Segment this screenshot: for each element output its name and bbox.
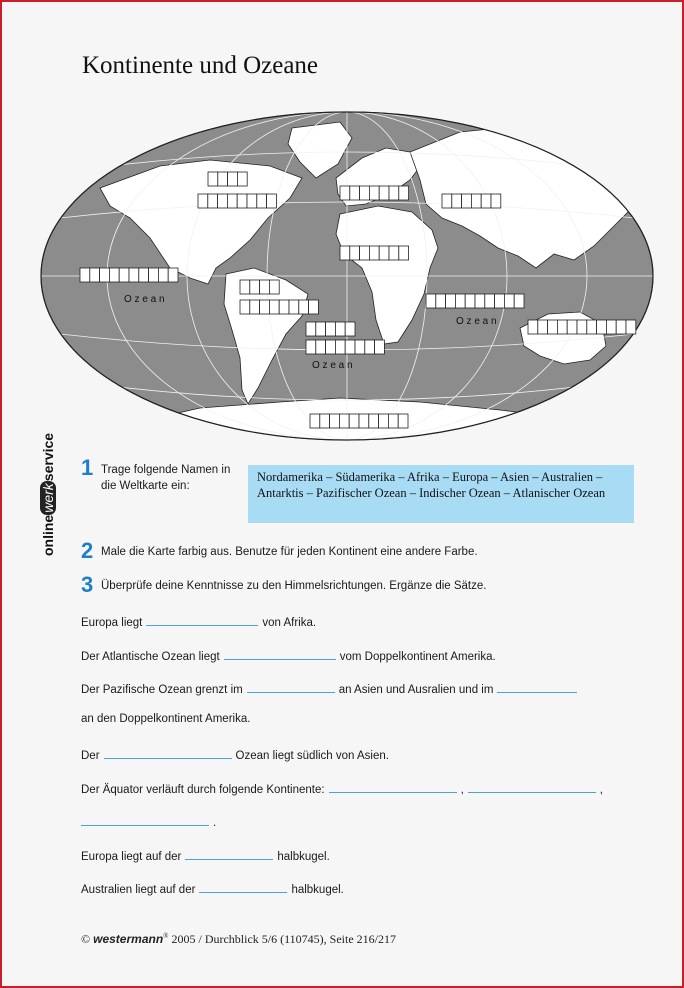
sidebar-text-mid: werk xyxy=(40,483,56,513)
ocean-label-1: O z e a n xyxy=(124,294,165,305)
label-box-cell[interactable] xyxy=(606,320,616,334)
label-box-cell[interactable] xyxy=(316,322,326,336)
label-box-cell[interactable] xyxy=(388,414,398,428)
sentence-9-start: Australien liegt auf der xyxy=(81,884,196,896)
sentence-6 xyxy=(81,780,603,796)
label-box-cell[interactable] xyxy=(198,194,208,208)
label-box-cell[interactable] xyxy=(452,194,462,208)
sidebar-text-pre: online xyxy=(40,514,56,556)
copyright-symbol: © xyxy=(81,932,91,946)
blank-7[interactable] xyxy=(81,813,209,826)
sentence-7 xyxy=(81,813,216,829)
sentence-5 xyxy=(81,746,389,762)
label-box-cell[interactable] xyxy=(100,268,110,282)
label-box-cell[interactable] xyxy=(218,194,228,208)
label-box-cell[interactable] xyxy=(240,280,250,294)
sentence-4: an den Doppelkontinent Amerika. xyxy=(81,713,251,725)
label-box-cell[interactable] xyxy=(465,294,475,308)
ocean-label-3: O z e a n xyxy=(312,360,353,371)
footer-citation: 2005 / Durchblick 5/6 (110745), Seite 216/217 xyxy=(171,932,397,946)
label-box-cell[interactable] xyxy=(335,322,345,336)
sentence-5-start: Der xyxy=(81,750,100,762)
label-box-cell[interactable] xyxy=(345,322,355,336)
label-box-cell[interactable] xyxy=(299,300,309,314)
task3-text: Überprüfe deine Kenntnisse zu den Himmelsrichtungen. Ergänze die Sätze. xyxy=(101,580,487,592)
label-box-cell[interactable] xyxy=(455,294,465,308)
label-box-cell[interactable] xyxy=(442,194,452,208)
task2-number: 2 xyxy=(81,538,94,563)
sentence-1-end: von Afrika. xyxy=(262,617,317,629)
label-box-cell[interactable] xyxy=(240,300,250,314)
label-box-cell[interactable] xyxy=(345,340,355,354)
label-box-cell[interactable] xyxy=(158,268,168,282)
label-box-cell[interactable] xyxy=(514,294,524,308)
label-box-cell[interactable] xyxy=(269,300,279,314)
label-box-cell[interactable] xyxy=(237,194,247,208)
sentence-2-start: Der Atlantische Ozean liegt xyxy=(81,651,220,663)
sentence-8-end: halbkugel. xyxy=(277,851,330,863)
blank-2[interactable] xyxy=(224,647,336,660)
task1-number: 1 xyxy=(81,455,94,480)
publisher-brand: westermann xyxy=(93,932,164,946)
world-map xyxy=(40,108,654,442)
label-box-cell[interactable] xyxy=(436,294,446,308)
sentence-8-start: Europa liegt auf der xyxy=(81,851,182,863)
label-box-cell[interactable] xyxy=(369,246,379,260)
label-box-cell[interactable] xyxy=(504,294,514,308)
label-box-cell[interactable] xyxy=(379,414,389,428)
sentence-2 xyxy=(81,647,496,663)
label-box-cell[interactable] xyxy=(129,268,139,282)
label-box-cell[interactable] xyxy=(398,414,408,428)
label-box-cell[interactable] xyxy=(462,194,472,208)
label-box-cell[interactable] xyxy=(109,268,119,282)
sentence-6-comma-2: , xyxy=(599,784,603,796)
label-box-cell[interactable] xyxy=(90,268,100,282)
label-box-cell[interactable] xyxy=(228,172,238,186)
label-box-cell[interactable] xyxy=(587,320,597,334)
label-box-cell[interactable] xyxy=(475,294,485,308)
label-box-cell[interactable] xyxy=(399,246,409,260)
label-box-cell[interactable] xyxy=(389,186,399,200)
label-box-cell[interactable] xyxy=(326,322,336,336)
footer xyxy=(81,932,396,947)
label-box-cell[interactable] xyxy=(168,268,178,282)
label-box-cell[interactable] xyxy=(320,414,330,428)
blank-5[interactable] xyxy=(104,746,232,759)
label-box-cell[interactable] xyxy=(340,186,350,200)
online-werkservice-logo xyxy=(40,433,56,556)
label-box-cell[interactable] xyxy=(616,320,626,334)
ocean-label-2: O z e a n xyxy=(456,316,497,327)
label-box-cell[interactable] xyxy=(306,322,316,336)
label-box-cell[interactable] xyxy=(267,194,277,208)
sentence-6-start: Der Äquator verläuft durch folgende Kontinente: xyxy=(81,784,325,796)
label-box-cell[interactable] xyxy=(139,268,149,282)
blank-6b[interactable] xyxy=(468,780,596,793)
blank-1[interactable] xyxy=(146,613,258,626)
page-title: Kontinente und Ozeane xyxy=(82,52,319,79)
label-box-cell[interactable] xyxy=(119,268,129,282)
blank-3b[interactable] xyxy=(497,680,577,693)
label-box-cell[interactable] xyxy=(227,194,237,208)
blank-9[interactable] xyxy=(199,880,287,893)
label-box-cell[interactable] xyxy=(491,194,501,208)
label-box-cell[interactable] xyxy=(340,246,350,260)
sentence-5-end: Ozean liegt südlich von Asien. xyxy=(235,750,389,762)
label-box-cell[interactable] xyxy=(597,320,607,334)
task3-number: 3 xyxy=(81,572,94,597)
blank-6a[interactable] xyxy=(329,780,457,793)
label-box-cell[interactable] xyxy=(369,414,379,428)
sentence-2-end: vom Doppelkontinent Amerika. xyxy=(339,651,496,663)
sentence-6-comma-1: , xyxy=(460,784,464,796)
task2-text: Male die Karte farbig aus. Benutze für jeden Kontinent eine andere Farbe. xyxy=(101,546,478,558)
registered-mark: ® xyxy=(163,932,169,940)
word-list-box: Nordamerika – Südamerika – Afrika – Europa – Asien – Australien – Antarktis – Pazifischer Ozean – Indischer Ozean – Atlanischer Ozean xyxy=(248,465,634,523)
sentence-1 xyxy=(81,613,316,629)
label-box-cell[interactable] xyxy=(359,414,369,428)
label-box-cell[interactable] xyxy=(481,194,491,208)
label-box-cell[interactable] xyxy=(350,246,360,260)
label-box-cell[interactable] xyxy=(279,300,289,314)
label-box-cell[interactable] xyxy=(375,340,385,354)
label-box-cell[interactable] xyxy=(335,340,345,354)
sentence-3-start: Der Pazifische Ozean grenzt im xyxy=(81,684,243,696)
task1-text: Trage folgende Namen in die Weltkarte ein: xyxy=(101,464,231,492)
label-box-cell[interactable] xyxy=(389,246,399,260)
label-box-cell[interactable] xyxy=(339,414,349,428)
label-box-cell[interactable] xyxy=(379,246,389,260)
label-box-cell[interactable] xyxy=(426,294,436,308)
label-box-cell[interactable] xyxy=(360,186,370,200)
blank-8[interactable] xyxy=(185,847,273,860)
label-box-cell[interactable] xyxy=(360,246,370,260)
label-box-cell[interactable] xyxy=(310,414,320,428)
label-box-cell[interactable] xyxy=(446,294,456,308)
label-box-cell[interactable] xyxy=(326,340,336,354)
label-box-cell[interactable] xyxy=(355,340,365,354)
label-box-cell[interactable] xyxy=(350,186,360,200)
sentence-9-end: halbkugel. xyxy=(291,884,344,896)
label-box-cell[interactable] xyxy=(309,300,319,314)
sentence-9 xyxy=(81,880,344,896)
sentence-3 xyxy=(81,680,581,696)
label-box-cell[interactable] xyxy=(247,194,257,208)
label-box-cell[interactable] xyxy=(379,186,389,200)
label-box-cell[interactable] xyxy=(260,280,270,294)
label-box-cell[interactable] xyxy=(250,300,260,314)
label-box-cell[interactable] xyxy=(495,294,505,308)
label-box-cell[interactable] xyxy=(208,172,218,186)
label-box-cell[interactable] xyxy=(485,294,495,308)
label-box-cell[interactable] xyxy=(369,186,379,200)
label-box-cell[interactable] xyxy=(399,186,409,200)
label-box-cell[interactable] xyxy=(349,414,359,428)
sentence-8 xyxy=(81,847,330,863)
sentence-7-end: . xyxy=(213,817,217,829)
label-box-cell[interactable] xyxy=(306,340,316,354)
sentence-1-start: Europa liegt xyxy=(81,617,143,629)
label-box-cell[interactable] xyxy=(528,320,538,334)
sidebar-text-post: service xyxy=(40,432,56,482)
label-box-cell[interactable] xyxy=(626,320,636,334)
label-box-cell[interactable] xyxy=(208,194,218,208)
label-box-cell[interactable] xyxy=(316,340,326,354)
label-box-cell[interactable] xyxy=(260,300,270,314)
label-box-cell[interactable] xyxy=(289,300,299,314)
label-box-cell[interactable] xyxy=(330,414,340,428)
label-box-cell[interactable] xyxy=(365,340,375,354)
label-box-cell[interactable] xyxy=(218,172,228,186)
blank-3a[interactable] xyxy=(247,680,335,693)
label-box-cell[interactable] xyxy=(538,320,548,334)
label-box-cell[interactable] xyxy=(269,280,279,294)
label-box-cell[interactable] xyxy=(149,268,159,282)
label-box-cell[interactable] xyxy=(257,194,267,208)
label-box-cell[interactable] xyxy=(471,194,481,208)
label-box-cell[interactable] xyxy=(237,172,247,186)
label-box-cell[interactable] xyxy=(250,280,260,294)
label-box-cell[interactable] xyxy=(80,268,90,282)
label-box-cell[interactable] xyxy=(557,320,567,334)
sentence-3-middle: an Asien und Ausralien und im xyxy=(338,684,494,696)
label-box-cell[interactable] xyxy=(548,320,558,334)
label-box-cell[interactable] xyxy=(577,320,587,334)
label-box-cell[interactable] xyxy=(567,320,577,334)
